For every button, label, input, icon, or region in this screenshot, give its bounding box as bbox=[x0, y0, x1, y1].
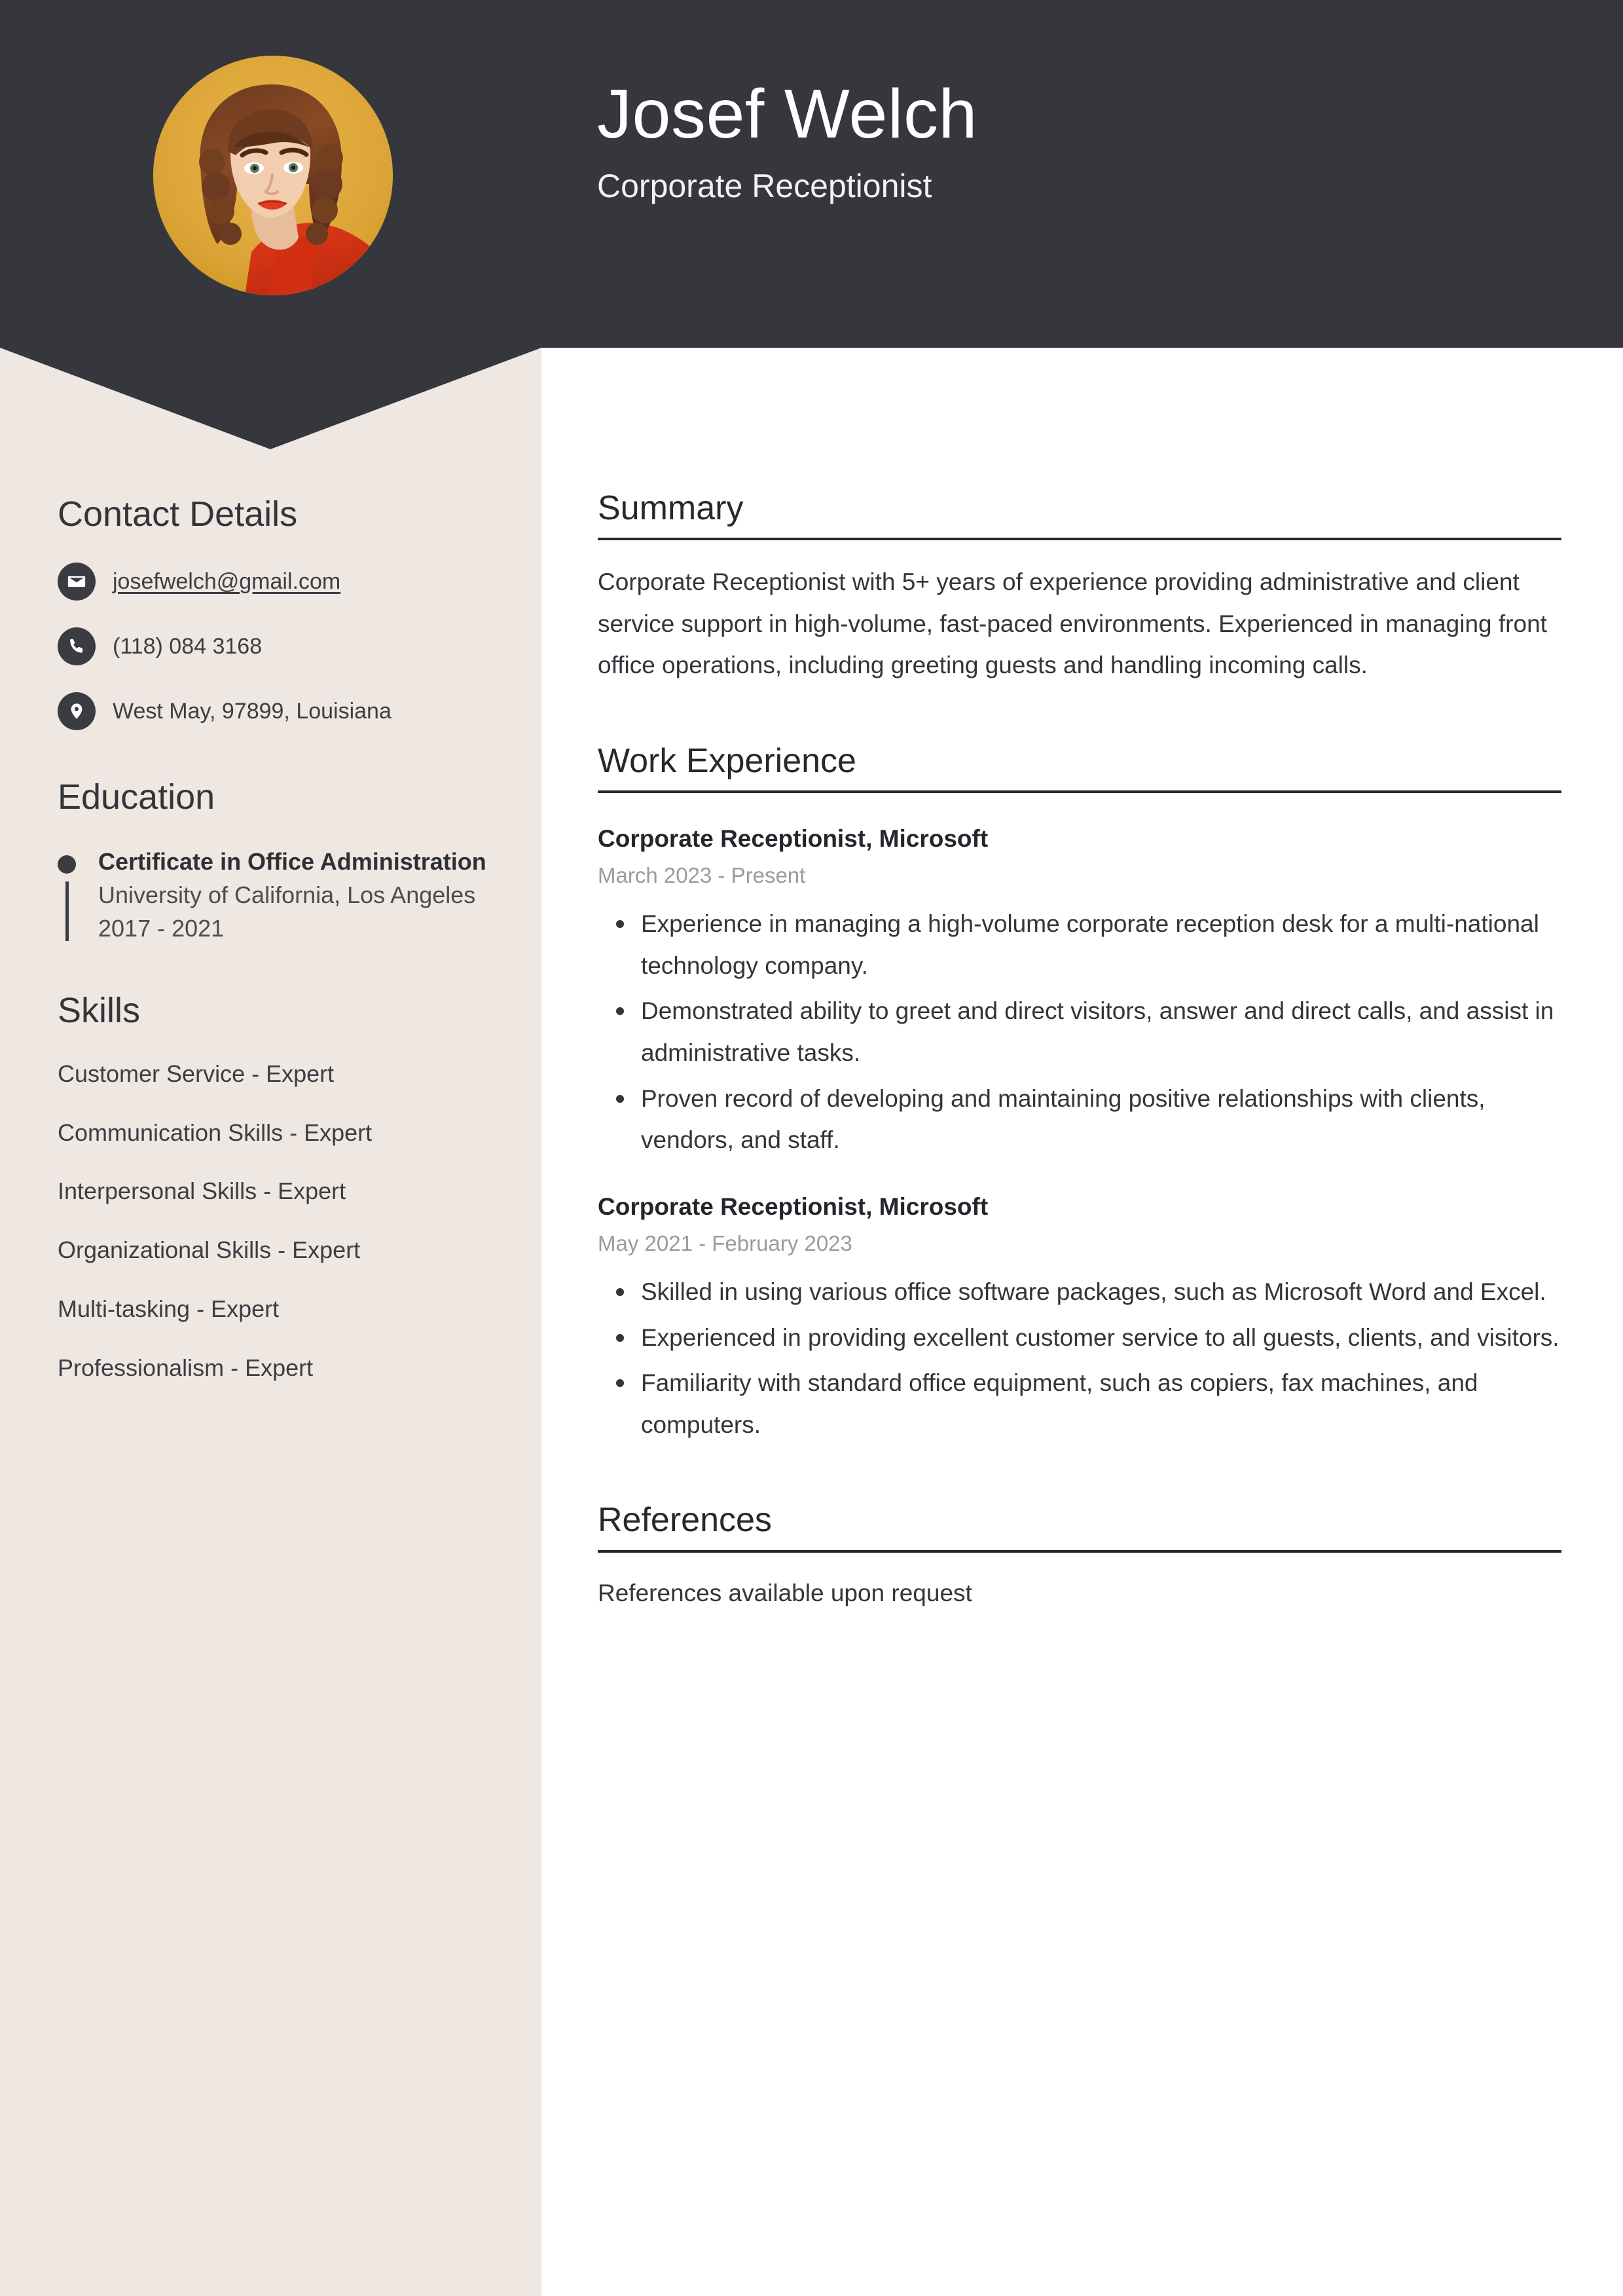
work-experience-heading: Work Experience bbox=[598, 742, 856, 781]
contact-email-value[interactable]: josefwelch@gmail.com bbox=[113, 569, 341, 595]
contact-phone-value[interactable]: (118) 084 3168 bbox=[113, 634, 263, 659]
references-heading: References bbox=[598, 1501, 772, 1540]
education-dates: 2017 - 2021 bbox=[98, 915, 225, 942]
contact-item-location bbox=[58, 692, 490, 730]
skill-item: Interpersonal Skills - Expert bbox=[58, 1177, 346, 1205]
job-bullet: Familiarity with standard office equipment, such as copiers, fax machines, and computers. bbox=[598, 1362, 1561, 1445]
skill-item: Multi-tasking - Expert bbox=[58, 1295, 280, 1322]
contact-list bbox=[58, 563, 490, 730]
contact-item-phone[interactable] bbox=[58, 627, 490, 665]
section-divider bbox=[598, 538, 1561, 540]
phone-icon bbox=[58, 627, 96, 665]
envelope-icon bbox=[58, 563, 96, 601]
main-column bbox=[598, 490, 1561, 1612]
sidebar bbox=[58, 494, 490, 1384]
timeline-dot-icon bbox=[58, 855, 76, 874]
job-dates: March 2023 - Present bbox=[598, 863, 806, 888]
references-section bbox=[598, 1502, 1561, 1612]
education-section bbox=[58, 777, 490, 945]
summary-section bbox=[598, 490, 1561, 686]
contact-item-email[interactable] bbox=[58, 563, 490, 601]
avatar bbox=[153, 56, 393, 295]
avatar-portrait-illustration bbox=[153, 56, 393, 295]
education-school: University of California, Los Angeles bbox=[98, 881, 476, 909]
header-text-block bbox=[597, 77, 977, 206]
section-divider bbox=[598, 790, 1561, 793]
job-bullet: Skilled in using various office software packages, such as Microsoft Word and Excel. bbox=[598, 1271, 1561, 1313]
location-pin-icon bbox=[58, 692, 96, 730]
job-title: Corporate Receptionist, Microsoft bbox=[598, 1193, 989, 1220]
job-bullet: Experienced in providing excellent customer service to all guests, clients, and visitors. bbox=[598, 1317, 1561, 1359]
job-bullet-list bbox=[598, 903, 1561, 1161]
education-heading: Education bbox=[58, 777, 215, 817]
contact-location-value: West May, 97899, Louisiana bbox=[113, 699, 392, 724]
skill-item: Communication Skills - Expert bbox=[58, 1119, 373, 1146]
job-bullet: Proven record of developing and maintaining positive relationships with clients, vendors, and staff. bbox=[598, 1078, 1561, 1161]
skills-heading: Skills bbox=[58, 991, 141, 1031]
summary-text: Corporate Receptionist with 5+ years of experience providing administrative and client service support in high-volume, fast-paced environments. Experienced in managing front office operations, including greeting guests and handling incoming calls. bbox=[598, 568, 1547, 679]
section-divider bbox=[598, 1550, 1561, 1553]
summary-heading: Summary bbox=[598, 489, 744, 527]
person-job-title: Corporate Receptionist bbox=[597, 168, 932, 205]
job-bullet: Experience in managing a high-volume corporate reception desk for a multi-national technology company. bbox=[598, 903, 1561, 986]
work-experience-section bbox=[598, 743, 1561, 1445]
skill-item: Organizational Skills - Expert bbox=[58, 1236, 361, 1264]
job-bullet: Demonstrated ability to greet and direct visitors, answer and direct calls, and assist in administrative tasks. bbox=[598, 990, 1561, 1073]
job-dates: May 2021 - February 2023 bbox=[598, 1231, 852, 1256]
references-text: References available upon request bbox=[598, 1579, 972, 1606]
job-bullet-list bbox=[598, 1271, 1561, 1446]
job-title: Corporate Receptionist, Microsoft bbox=[598, 825, 989, 853]
skill-item: Customer Service - Expert bbox=[58, 1060, 335, 1087]
contact-details-section bbox=[58, 494, 490, 730]
education-degree: Certificate in Office Administration bbox=[98, 847, 486, 875]
skills-section bbox=[58, 991, 490, 1383]
job-entry bbox=[598, 1191, 1561, 1445]
timeline-line bbox=[65, 881, 69, 941]
contact-details-heading: Contact Details bbox=[58, 494, 298, 534]
skill-item: Professionalism - Expert bbox=[58, 1354, 314, 1381]
job-entry bbox=[598, 823, 1561, 1161]
person-name: Josef Welch bbox=[597, 75, 977, 153]
education-item bbox=[58, 845, 490, 945]
